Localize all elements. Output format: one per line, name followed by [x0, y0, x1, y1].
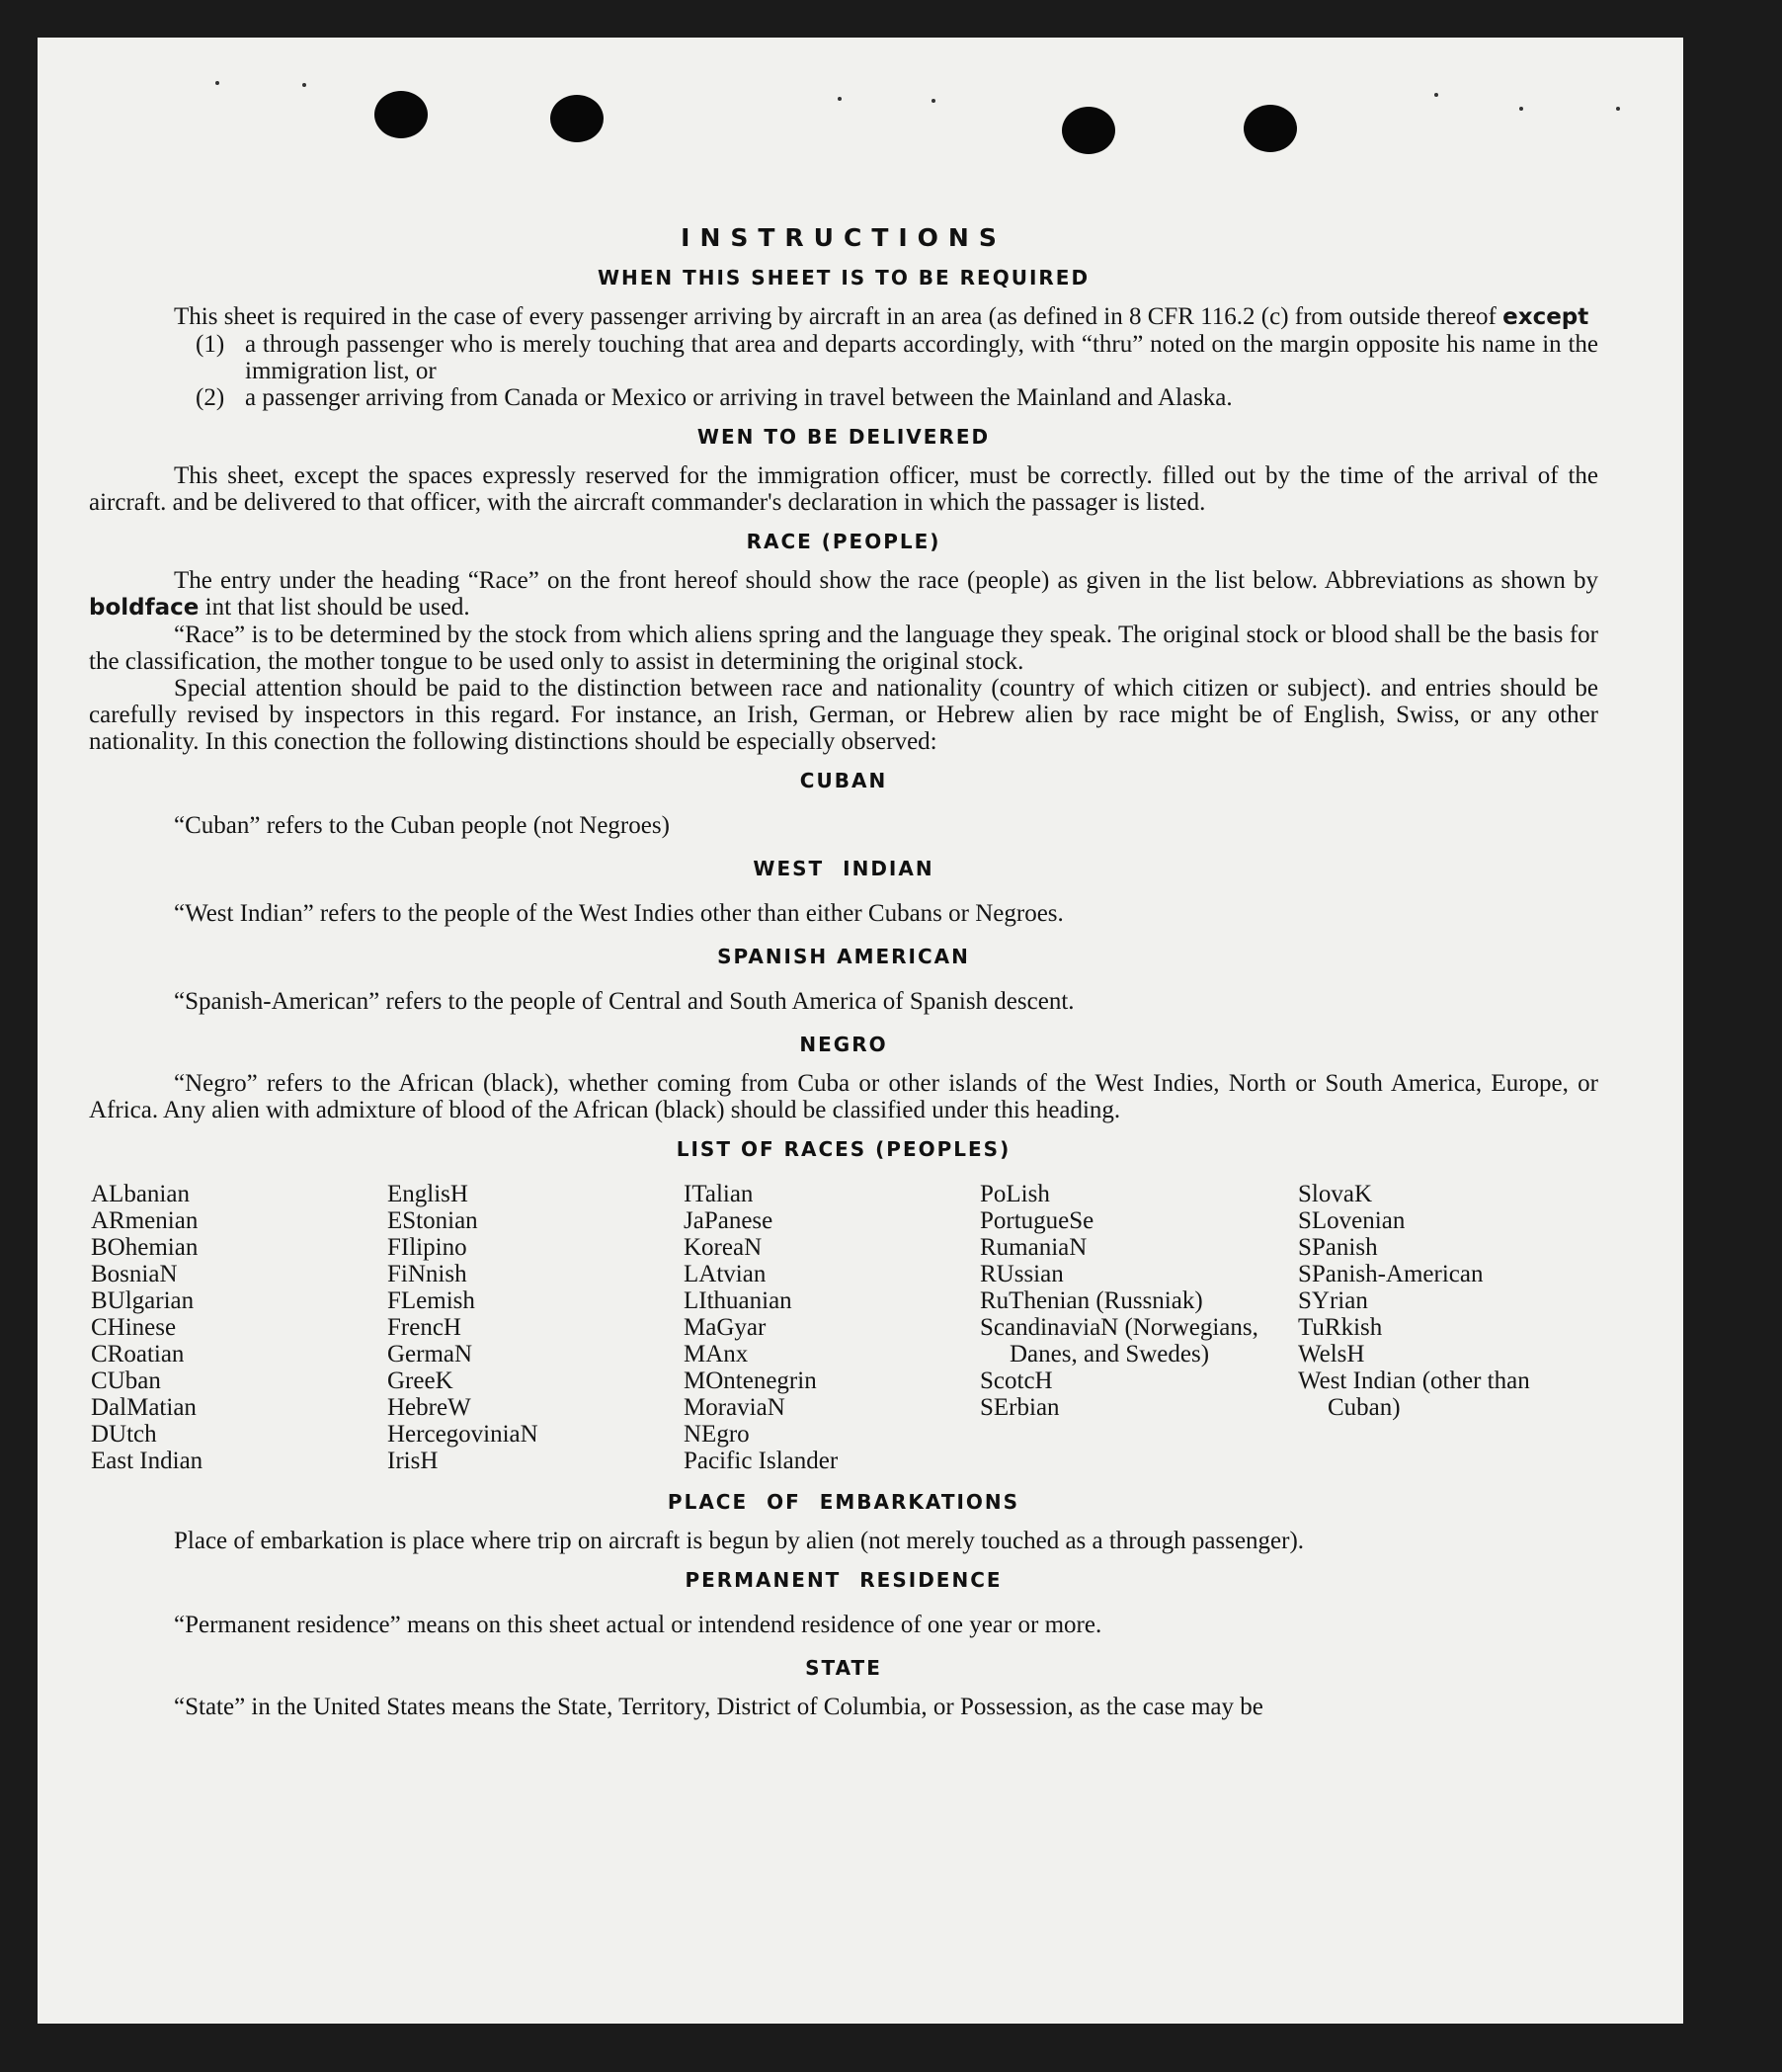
race-entry: SPanish	[1298, 1234, 1378, 1261]
section-text: “Cuban” refers to the Cuban people (not Negroes)	[174, 812, 670, 839]
race-entry: ScotcH	[980, 1368, 1053, 1394]
race-entry: EnglisH	[387, 1181, 468, 1207]
section-text: “Race” is to be determined by the stock from which aliens spring and the language they speak. The original stock or blood shall be the basis for the classification, the mother tongue to be used only to assist in determining the original stock.	[89, 622, 1598, 675]
race-entry: FiNnish	[387, 1261, 467, 1287]
punch-hole	[550, 95, 604, 142]
speck	[1519, 107, 1523, 111]
item-number: (2)	[196, 384, 225, 411]
race-entry: SlovaK	[1298, 1181, 1372, 1207]
list-item	[89, 384, 1598, 411]
race-entry: KoreaN	[684, 1234, 763, 1261]
race-entry: BUlgarian	[91, 1287, 195, 1314]
race-entry: FLemish	[387, 1287, 475, 1314]
section-state	[89, 1656, 1598, 1720]
section-title: CUBAN	[799, 769, 888, 792]
race-entry: MoraviaN	[684, 1394, 785, 1421]
race-column	[387, 1181, 684, 1474]
section-text	[89, 567, 1598, 622]
race-entry: LAtvian	[684, 1261, 767, 1287]
section-race	[89, 530, 1598, 755]
race-entry: DUtch	[91, 1421, 157, 1448]
item-number: (1)	[196, 331, 225, 358]
race-entry: SPanish-American	[1298, 1261, 1484, 1287]
race-entry: JaPanese	[684, 1207, 773, 1234]
race-entry: ITalian	[684, 1181, 754, 1207]
race-column	[980, 1181, 1298, 1474]
section-title: WEST INDIAN	[753, 857, 934, 880]
intro-text: This sheet is required in the case of every passenger arriving by aircraft in an area (as defined in 8 CFR 116.2 (c) from outside thereof	[174, 303, 1497, 330]
punch-hole	[1244, 105, 1297, 152]
section-title: LIST OF RACES (PEOPLES)	[676, 1137, 1012, 1161]
race-entry: PortugueSe	[980, 1207, 1094, 1234]
section-text: “Negro” refers to the African (black), whether coming from Cuba or other islands of the West Indies, North or South America, Europe, or Africa. Any alien with admixture of blood of the African (black) should be classified under this heading.	[89, 1070, 1598, 1123]
race-list	[91, 1181, 1598, 1474]
section-when-delivered	[89, 425, 1598, 516]
section-title: NEGRO	[799, 1033, 888, 1056]
race-column	[684, 1181, 980, 1474]
section-spanish-american	[89, 945, 1598, 1015]
race-entry: RumaniaN	[980, 1234, 1088, 1261]
race-entry: ScandinaviaN (Norwegians, Danes, and Swedes)	[980, 1314, 1258, 1368]
punch-hole	[1062, 107, 1115, 154]
race-entry: WelsH	[1298, 1341, 1365, 1368]
race-text-before: The entry under the heading “Race” on the front hereof should show the race (people) as given in the list below. Abbreviations as shown by	[174, 567, 1598, 594]
race-entry: SLovenian	[1298, 1207, 1406, 1234]
race-column	[1298, 1181, 1575, 1474]
race-entry: HercegoviniaN	[387, 1421, 538, 1448]
race-text-bold: boldface	[89, 595, 200, 621]
race-entry: MAnx	[684, 1341, 749, 1368]
document-page	[38, 38, 1683, 2024]
section-text: This sheet, except the spaces expressly reserved for the immigration officer, must be correctly. filled out by the time of the arrival of the aircraft. and be delivered to that officer, with the aircraft commander's declaration in which the passager is listed.	[89, 462, 1598, 516]
race-entry: MaGyar	[684, 1314, 767, 1341]
list-item	[89, 331, 1598, 384]
section-text	[89, 303, 1598, 331]
race-entry: RUssian	[980, 1261, 1064, 1287]
section-text: “Permanent residence” means on this sheet actual or intendend residence of one year or more.	[174, 1612, 1102, 1638]
page-heading: INSTRUCTIONS	[681, 223, 1007, 252]
race-entry: BOhemian	[91, 1234, 199, 1261]
section-title: SPANISH AMERICAN	[717, 945, 970, 968]
punch-hole	[374, 91, 428, 138]
section-when-required	[89, 266, 1598, 411]
race-entry: LIthuanian	[684, 1287, 792, 1314]
item-text: a through passenger who is merely touching that area and departs accordingly, with “thru” noted on the margin opposite his name in the immigration list, or	[245, 331, 1598, 384]
section-text: “State” in the United States means the State, Territory, District of Columbia, or Possession, as the case may be	[174, 1694, 1263, 1720]
race-entry: EStonian	[387, 1207, 478, 1234]
race-entry: GreeK	[387, 1368, 453, 1394]
race-entry: West Indian (other than Cuban)	[1298, 1368, 1530, 1421]
section-text: Place of embarkation is place where trip on aircraft is begun by alien (not merely touched as a through passenger).	[174, 1528, 1305, 1554]
section-west-indian	[89, 857, 1598, 927]
race-entry: CHinese	[91, 1314, 177, 1341]
race-entry: PoLish	[980, 1181, 1050, 1207]
section-title: PLACE OF EMBARKATIONS	[667, 1490, 1020, 1514]
race-entry: HebreW	[387, 1394, 471, 1421]
race-entry: NEgro	[684, 1421, 750, 1448]
race-entry: MOntenegrin	[684, 1368, 817, 1394]
race-entry: ARmenian	[91, 1207, 199, 1234]
speck	[1616, 107, 1620, 111]
section-list-of-races	[89, 1137, 1598, 1474]
race-column	[91, 1181, 387, 1474]
section-title: WHEN THIS SHEET IS TO BE REQUIRED	[597, 266, 1091, 290]
race-entry: BosniaN	[91, 1261, 178, 1287]
race-entry: GermaN	[387, 1341, 473, 1368]
race-entry: RuThenian (Russniak)	[980, 1287, 1203, 1314]
race-entry: IrisH	[387, 1448, 439, 1474]
speck	[302, 83, 306, 87]
section-text: Special attention should be paid to the distinction between race and nationality (country of which citizen or subject). and entries should be carefully revised by inspectors in this regard. For instance, an Irish, German, or Hebrew alien by race might be of English, Swiss, or any other nationality. In this conection the following distinctions should be especially observed:	[89, 675, 1598, 755]
race-entry: DalMatian	[91, 1394, 197, 1421]
race-entry: CRoatian	[91, 1341, 185, 1368]
section-negro	[89, 1033, 1598, 1123]
speck	[838, 97, 842, 101]
section-title: PERMANENT RESIDENCE	[685, 1568, 1003, 1592]
race-entry: FIlipino	[387, 1234, 467, 1261]
section-text: “West Indian” refers to the people of the West Indies other than either Cubans or Negroes.	[174, 900, 1064, 927]
race-entry: ALbanian	[91, 1181, 190, 1207]
section-title: WEN TO BE DELIVERED	[696, 425, 991, 449]
section-residence	[89, 1568, 1598, 1638]
race-entry: SYrian	[1298, 1287, 1368, 1314]
race-entry: SErbian	[980, 1394, 1060, 1421]
section-cuban	[89, 769, 1598, 839]
race-text-after: int that list should be used.	[204, 594, 470, 621]
section-embarkation	[89, 1490, 1598, 1554]
speck	[1434, 93, 1438, 97]
race-entry: CUban	[91, 1368, 161, 1394]
race-entry: FrencH	[387, 1314, 461, 1341]
section-title: RACE (PEOPLE)	[746, 530, 941, 553]
item-text: a passenger arriving from Canada or Mexico or arriving in travel between the Mainland and Alaska.	[245, 384, 1233, 411]
speck	[215, 81, 219, 85]
race-entry: Pacific Islander	[684, 1448, 839, 1474]
race-entry: TuRkish	[1298, 1314, 1383, 1341]
section-text: “Spanish-American” refers to the people of Central and South America of Spanish descent.	[174, 988, 1075, 1015]
race-entry: East Indian	[91, 1448, 203, 1474]
intro-bold: except	[1502, 304, 1589, 330]
section-title: STATE	[805, 1656, 882, 1680]
speck	[932, 99, 935, 103]
